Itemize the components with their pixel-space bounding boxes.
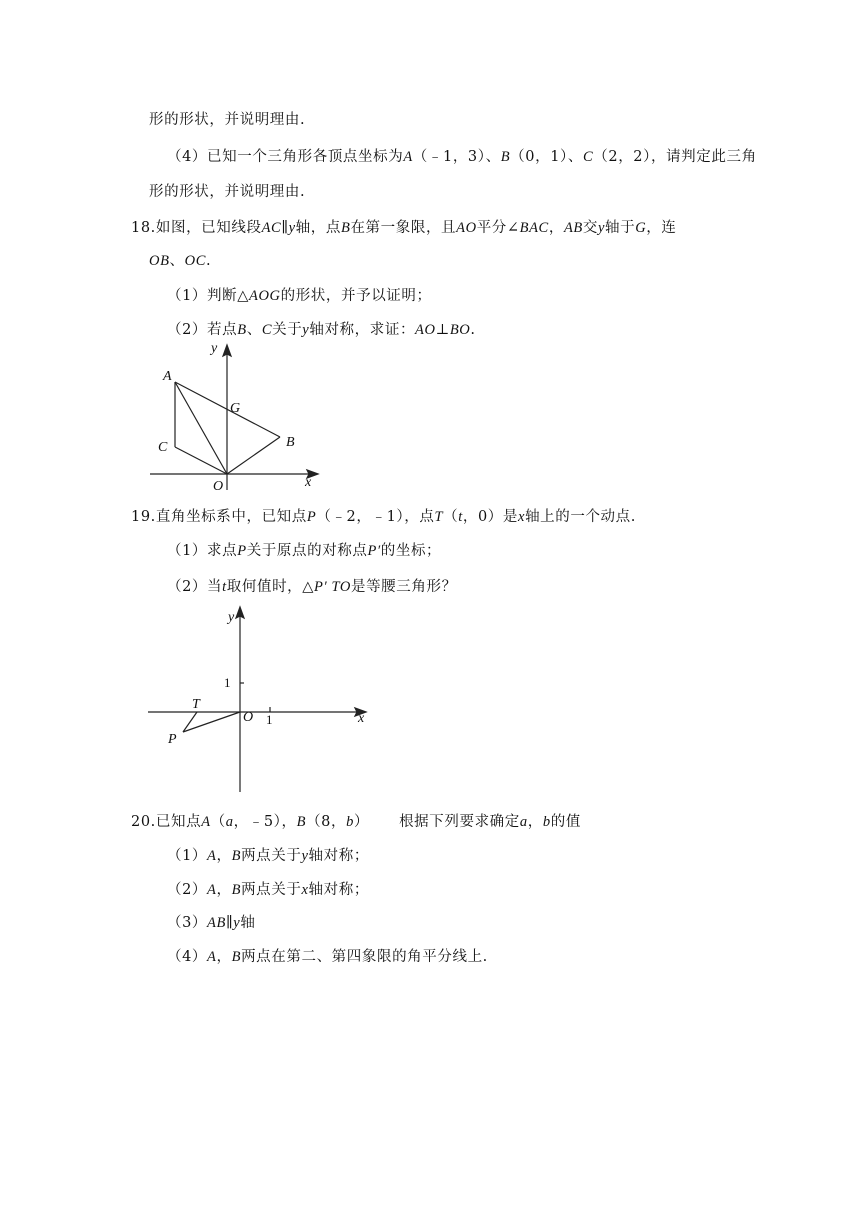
q19-part-1: （1）求点P关于原点的对称点P′的坐标； xyxy=(167,543,442,559)
q18-part-1: （1）判断△AOG的形状，并予以证明； xyxy=(167,288,432,304)
q18-label-y: y xyxy=(211,341,218,356)
q18-part-2: （2）若点B、C关于y轴对称，求证：AO⊥BO. xyxy=(167,322,476,338)
q18-number: 18. xyxy=(131,220,156,236)
q18-stem-line-2: OB、OC. xyxy=(149,253,212,269)
q20-part-4: （4）A，B两点在第二、第四象限的角平分线上. xyxy=(167,949,488,965)
q19-label-p: P xyxy=(168,732,177,747)
q18-label-g: G xyxy=(230,401,241,416)
q20-part-2: （2）A，B两点关于x轴对称； xyxy=(167,882,369,898)
q20-number: 20. xyxy=(131,814,156,830)
q18-label-a: A xyxy=(163,369,172,384)
q19-label-one-y: 1 xyxy=(224,675,231,690)
q20-part-3: （3）AB∥y轴 xyxy=(167,915,256,931)
q18-label-x: x xyxy=(305,475,312,490)
q19-label-o: O xyxy=(243,710,254,725)
q18-label-c: C xyxy=(158,440,168,455)
q19-label-t: T xyxy=(192,697,200,712)
q19-y-axis-arrow xyxy=(236,607,244,618)
intro-line-1: 形的形状，并说明理由. xyxy=(149,112,306,128)
q19-label-one-x: 1 xyxy=(266,712,273,727)
q18-stem-line-1: 18.如图，已知线段AC∥y轴，点B在第一象限，且AO平分∠BAC，AB交y轴于G，连 xyxy=(131,220,677,236)
q19-stem: 19.直角坐标系中，已知点P（﹣2，﹣1），点T（t，0）是x轴上的一个动点. xyxy=(131,509,636,525)
intro-line-2: （4）已知一个三角形各顶点坐标为A（﹣1，3）、B（0，1）、C（2，2），请判定此三角 xyxy=(167,149,757,165)
q20-stem: 20.已知点A（a，﹣5），B（8，b） 根据下列要求确定a，b的值 xyxy=(131,814,581,830)
q19-label-y: y xyxy=(228,610,235,625)
q19-label-x: x xyxy=(358,711,365,726)
q19-part-2: （2）当t取何值时，△P′ TO是等腰三角形？ xyxy=(167,579,457,595)
q18-label-o: O xyxy=(213,479,224,494)
q19-number: 19. xyxy=(131,509,156,525)
intro-line-3: 形的形状，并说明理由. xyxy=(149,184,306,200)
q18-label-b: B xyxy=(286,435,295,450)
q20-part-1: （1）A，B两点关于y轴对称； xyxy=(167,848,369,864)
q19-segment-po xyxy=(183,712,240,732)
